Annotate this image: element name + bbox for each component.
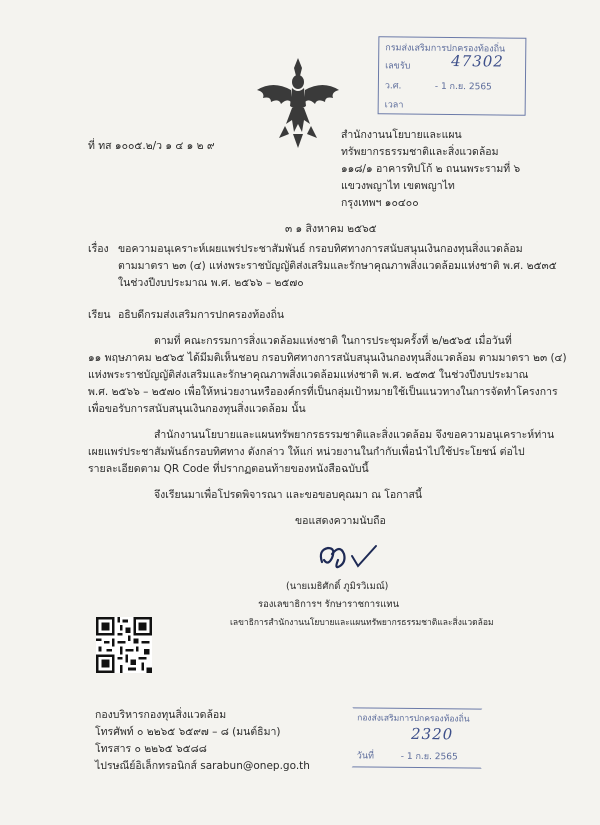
garuda-emblem bbox=[249, 54, 347, 152]
department-stamp-date: - 1 ก.ย. 2565 bbox=[400, 751, 458, 763]
stamp-office: กรมส่งเสริมการปกครองท้องถิ่น bbox=[385, 43, 506, 55]
subject-line-2: ตามมาตรา ๒๓ (๔) แห่งพระราชบัญญัติส่งเสริมและรักษาคุณภาพสิ่งแวดล้อมแห่งชาติ พ.ศ. ๒๕๓๕ bbox=[118, 260, 557, 272]
closing: ขอแสดงความนับถือ bbox=[295, 515, 386, 527]
signer-position-1: รองเลขาธิการฯ รักษาราชการแทน bbox=[258, 599, 400, 610]
subject-line-3: ในช่วงปีงบประมาณ พ.ศ. ๒๕๖๖ – ๒๕๗๐ bbox=[118, 277, 304, 289]
recipient-label: เรียน bbox=[88, 309, 111, 321]
signer-position-2: เลขาธิการสำนักงานนโยบายและแผนทรัพยากรธรรมชาติและสิ่งแวดล้อม bbox=[230, 618, 494, 628]
footer-phone: โทรศัพท์ ๐ ๒๒๖๕ ๖๕๙๗ – ๘ (มนต์ธิมา) bbox=[95, 726, 281, 738]
stamp-date-label: ว.ศ. bbox=[384, 81, 402, 92]
body-p3: จึงเรียนมาเพื่อโปรดพิจารณา และขอขอบคุณมา ณ โอกาสนี้ bbox=[154, 489, 423, 501]
sender-line-2: ทรัพยากรธรรมชาติและสิ่งแวดล้อม bbox=[341, 146, 499, 158]
sender-line-5: กรุงเทพฯ ๑๐๔๐๐ bbox=[341, 197, 419, 209]
document-date: ๓ ๑ สิงหาคม ๒๕๖๕ bbox=[285, 223, 377, 235]
body-p1-line-4: พ.ศ. ๒๕๖๖ – ๒๕๗๐ เพื่อให้หน่วยงานหรือองค์กรที่เป็นกลุ่มเป้าหมายใช้เป็นแนวทางในการจัดทำโครงการ bbox=[88, 386, 558, 398]
sender-line-4: แขวงพญาไท เขตพญาไท bbox=[341, 180, 455, 192]
department-stamp-date-label: วันที่ bbox=[356, 751, 374, 762]
department-stamp bbox=[352, 707, 483, 768]
footer-email: ไปรษณีย์อิเล็กทรอนิกส์ sarabun@onep.go.th bbox=[95, 760, 310, 772]
stamp-number: 47302 bbox=[451, 51, 504, 71]
receiving-stamp bbox=[378, 36, 527, 116]
subject-line-1: ขอความอนุเคราะห์เผยแพร่ประชาสัมพันธ์ กรอบทิศทางการสนับสนุนเงินกองทุนสิ่งแวดล้อม bbox=[118, 243, 523, 255]
subject-label: เรื่อง bbox=[88, 243, 109, 255]
signature-mark bbox=[314, 540, 380, 574]
stamp-number-label: เลขรับ bbox=[385, 61, 411, 72]
qr-code bbox=[96, 617, 152, 673]
body-p1-line-1: ตามที่ คณะกรรมการสิ่งแวดล้อมแห่งชาติ ในการประชุมครั้งที่ ๒/๒๕๖๕ เมื่อวันที่ bbox=[154, 335, 512, 347]
footer-division: กองบริหารกองทุนสิ่งแวดล้อม bbox=[95, 709, 227, 721]
body-p2-line-3: รายละเอียดตาม QR Code ที่ปรากฏตอนท้ายของหนังสือฉบับนี้ bbox=[88, 463, 369, 475]
document-number: ที่ ทส ๑๐๐๕.๒/ว ๑ ๔ ๑ ๒ ๙ bbox=[88, 140, 215, 152]
department-stamp-number: 2320 bbox=[410, 724, 454, 744]
footer-fax: โทรสาร ๐ ๒๒๖๕ ๖๕๘๘ bbox=[95, 743, 207, 755]
body-p2-line-2: เผยแพร่ประชาสัมพันธ์กรอบทิศทาง ดังกล่าว ให้แก่ หน่วยงานในกำกับเพื่อนำไปใช้ประโยชน์ ต่อไป bbox=[88, 446, 525, 458]
body-p1-line-3: แห่งพระราชบัญญัติส่งเสริมและรักษาคุณภาพสิ่งแวดล้อมแห่งชาติ พ.ศ. ๒๕๓๕ ในช่วงปีงบประมาณ bbox=[88, 369, 529, 381]
signer-name: (นายเมธิศักดิ์ ภูมิรวิเมณ์) bbox=[286, 581, 389, 592]
body-p1-line-5: เพื่อขอรับการสนับสนุนเงินกองทุนสิ่งแวดล้อม นั้น bbox=[88, 403, 306, 415]
sender-line-1: สำนักงานนโยบายและแผน bbox=[341, 129, 462, 141]
body-p2-line-1: สำนักงานนโยบายและแผนทรัพยากรธรรมชาติและสิ่งแวดล้อม จึงขอความอนุเคราะห์ท่าน bbox=[154, 429, 555, 441]
body-p1-line-2: ๑๑ พฤษภาคม ๒๕๖๕ ได้มีมติเห็นชอบ กรอบทิศทางการสนับสนุนเงินกองทุนสิ่งแวดล้อม ตามมาตรา ๒๓ (๔) bbox=[88, 352, 567, 364]
department-stamp-office: กองส่งเสริมการปกครองท้องถิ่น bbox=[357, 713, 470, 725]
stamp-time-label: เวลา bbox=[384, 100, 404, 111]
stamp-date: - 1 ก.ย. 2565 bbox=[434, 81, 492, 93]
sender-line-3: ๑๑๘/๑ อาคารทิปโก้ ๒ ถนนพระรามที่ ๖ bbox=[341, 163, 521, 175]
recipient-name: อธิบดีกรมส่งเสริมการปกครองท้องถิ่น bbox=[118, 309, 285, 321]
